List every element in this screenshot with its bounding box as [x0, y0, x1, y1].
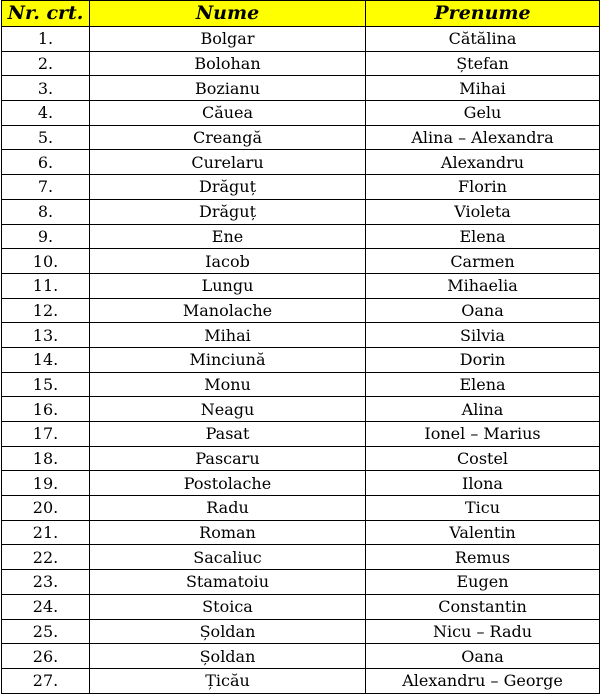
- table-row: [2, 298, 600, 323]
- last-name-cell: Stoica: [90, 594, 366, 619]
- last-name-cell: Bolgar: [90, 27, 366, 52]
- table-row: [2, 446, 600, 471]
- row-number-cell: 7.: [2, 175, 90, 200]
- header-row: [2, 1, 600, 27]
- table-body: [2, 27, 600, 694]
- table-row: [2, 199, 600, 224]
- row-number-cell: 1.: [2, 27, 90, 52]
- first-name-cell: Florin: [366, 175, 600, 200]
- last-name-cell: Radu: [90, 496, 366, 521]
- table-row: [2, 125, 600, 150]
- row-number-cell: 21.: [2, 520, 90, 545]
- first-name-cell: Cătălina: [366, 27, 600, 52]
- table-row: [2, 150, 600, 175]
- table-row: [2, 422, 600, 447]
- table-row: [2, 347, 600, 372]
- first-name-cell: Eugen: [366, 570, 600, 595]
- table-row: [2, 594, 600, 619]
- table-row: [2, 273, 600, 298]
- first-name-cell: Oana: [366, 298, 600, 323]
- row-number-cell: 6.: [2, 150, 90, 175]
- row-number-cell: 14.: [2, 347, 90, 372]
- table-row: [2, 372, 600, 397]
- first-name-cell: Ionel – Marius: [366, 422, 600, 447]
- table-row: [2, 323, 600, 348]
- row-number-cell: 24.: [2, 594, 90, 619]
- row-number-cell: 5.: [2, 125, 90, 150]
- last-name-cell: Țicău: [90, 668, 366, 693]
- last-name-cell: Monu: [90, 372, 366, 397]
- student-table: [1, 0, 600, 694]
- row-number-cell: 4.: [2, 101, 90, 126]
- table-row: [2, 101, 600, 126]
- first-name-cell: Carmen: [366, 249, 600, 274]
- table-row: [2, 175, 600, 200]
- last-name-cell: Minciună: [90, 347, 366, 372]
- row-number-cell: 18.: [2, 446, 90, 471]
- last-name-cell: Pasat: [90, 422, 366, 447]
- header-nr-crt: Nr. crt.: [2, 1, 90, 27]
- header-nume: Nume: [90, 1, 366, 27]
- last-name-cell: Manolache: [90, 298, 366, 323]
- table-row: [2, 619, 600, 644]
- table-row: [2, 224, 600, 249]
- row-number-cell: 8.: [2, 199, 90, 224]
- row-number-cell: 23.: [2, 570, 90, 595]
- table-row: [2, 644, 600, 669]
- last-name-cell: Creangă: [90, 125, 366, 150]
- row-number-cell: 20.: [2, 496, 90, 521]
- first-name-cell: Alexandru: [366, 150, 600, 175]
- last-name-cell: Drăguț: [90, 175, 366, 200]
- first-name-cell: Elena: [366, 224, 600, 249]
- row-number-cell: 9.: [2, 224, 90, 249]
- table-row: [2, 520, 600, 545]
- row-number-cell: 19.: [2, 471, 90, 496]
- row-number-cell: 2.: [2, 51, 90, 76]
- first-name-cell: Dorin: [366, 347, 600, 372]
- table-row: [2, 570, 600, 595]
- row-number-cell: 17.: [2, 422, 90, 447]
- row-number-cell: 13.: [2, 323, 90, 348]
- first-name-cell: Mihaelia: [366, 273, 600, 298]
- last-name-cell: Pascaru: [90, 446, 366, 471]
- row-number-cell: 10.: [2, 249, 90, 274]
- first-name-cell: Elena: [366, 372, 600, 397]
- first-name-cell: Ștefan: [366, 51, 600, 76]
- row-number-cell: 22.: [2, 545, 90, 570]
- last-name-cell: Neagu: [90, 397, 366, 422]
- last-name-cell: Bolohan: [90, 51, 366, 76]
- row-number-cell: 26.: [2, 644, 90, 669]
- first-name-cell: Alina: [366, 397, 600, 422]
- first-name-cell: Valentin: [366, 520, 600, 545]
- first-name-cell: Nicu – Radu: [366, 619, 600, 644]
- last-name-cell: Bozianu: [90, 76, 366, 101]
- table-row: [2, 76, 600, 101]
- first-name-cell: Remus: [366, 545, 600, 570]
- first-name-cell: Silvia: [366, 323, 600, 348]
- first-name-cell: Ticu: [366, 496, 600, 521]
- first-name-cell: Oana: [366, 644, 600, 669]
- table-row: [2, 471, 600, 496]
- first-name-cell: Alexandru – George: [366, 668, 600, 693]
- table-row: [2, 51, 600, 76]
- last-name-cell: Mihai: [90, 323, 366, 348]
- header-prenume: Prenume: [366, 1, 600, 27]
- row-number-cell: 12.: [2, 298, 90, 323]
- last-name-cell: Sacaliuc: [90, 545, 366, 570]
- last-name-cell: Curelaru: [90, 150, 366, 175]
- row-number-cell: 27.: [2, 668, 90, 693]
- row-number-cell: 16.: [2, 397, 90, 422]
- first-name-cell: Ilona: [366, 471, 600, 496]
- first-name-cell: Violeta: [366, 199, 600, 224]
- last-name-cell: Șoldan: [90, 644, 366, 669]
- row-number-cell: 25.: [2, 619, 90, 644]
- last-name-cell: Căuea: [90, 101, 366, 126]
- last-name-cell: Stamatoiu: [90, 570, 366, 595]
- last-name-cell: Șoldan: [90, 619, 366, 644]
- last-name-cell: Postolache: [90, 471, 366, 496]
- first-name-cell: Mihai: [366, 76, 600, 101]
- first-name-cell: Alina – Alexandra: [366, 125, 600, 150]
- table-row: [2, 668, 600, 693]
- table-header: [2, 1, 600, 27]
- row-number-cell: 3.: [2, 76, 90, 101]
- last-name-cell: Roman: [90, 520, 366, 545]
- first-name-cell: Constantin: [366, 594, 600, 619]
- row-number-cell: 15.: [2, 372, 90, 397]
- last-name-cell: Iacob: [90, 249, 366, 274]
- table-row: [2, 249, 600, 274]
- first-name-cell: Gelu: [366, 101, 600, 126]
- last-name-cell: Drăguț: [90, 199, 366, 224]
- table-row: [2, 27, 600, 52]
- first-name-cell: Costel: [366, 446, 600, 471]
- table-row: [2, 545, 600, 570]
- last-name-cell: Ene: [90, 224, 366, 249]
- table-row: [2, 397, 600, 422]
- table-row: [2, 496, 600, 521]
- last-name-cell: Lungu: [90, 273, 366, 298]
- row-number-cell: 11.: [2, 273, 90, 298]
